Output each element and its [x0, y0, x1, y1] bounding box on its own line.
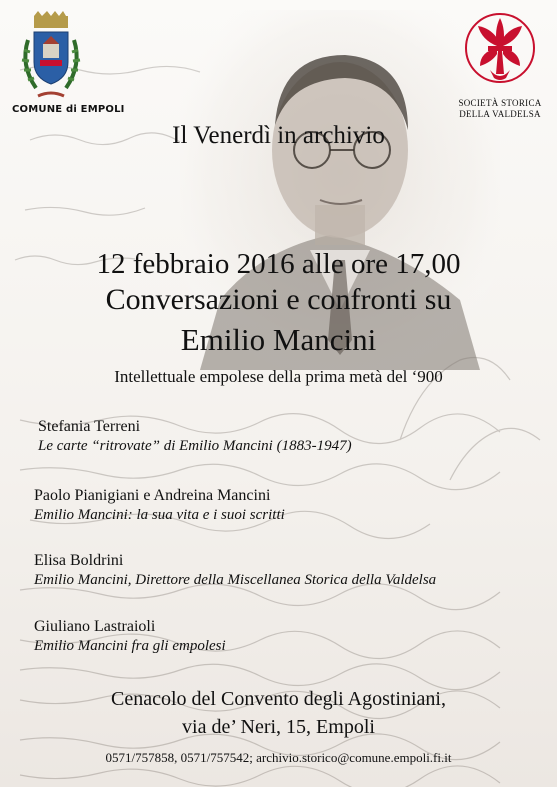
talk-item [38, 418, 352, 455]
comune-caption: COMUNE di EMPOLI [12, 104, 125, 115]
event-title-line1: Conversazioni e confronti su [105, 283, 452, 316]
talk-topic: Emilio Mancini fra gli empolesi [34, 638, 226, 654]
series-title: Il Venerdì in archivio [172, 122, 385, 149]
talk-speaker: Stefania Terreni [38, 418, 141, 435]
venue-line2: via de’ Neri, 15, Empoli [182, 716, 375, 738]
societa-storica-logo [450, 8, 550, 120]
talk-item [34, 618, 226, 655]
talk-item [34, 552, 436, 589]
talk-topic: Emilio Mancini: la sua vita e i suoi scritti [34, 507, 285, 523]
coat-of-arms-icon [16, 10, 86, 102]
talk-item [34, 487, 285, 524]
comune-empoli-logo [12, 10, 125, 122]
talk-topic: Emilio Mancini, Direttore della Miscellanea Storica della Valdelsa [34, 572, 437, 588]
venue-line1: Cenacolo del Convento degli Agostiniani, [111, 688, 446, 710]
societa-caption-line1: SOCIETÀ STORICA [458, 98, 542, 108]
contact-info: 0571/757858, 0571/757542; archivio.storico@comune.empoli.fi.it [105, 750, 452, 765]
societa-caption-line2: DELLA VALDELSA [459, 109, 541, 119]
talk-speaker: Giuliano Lastraioli [34, 618, 156, 635]
event-title-line2: Emilio Mancini [180, 322, 377, 357]
florentine-lily-icon [464, 8, 536, 92]
talk-speaker: Paolo Pianigiani e Andreina Mancini [34, 487, 271, 504]
talk-speaker: Elisa Boldrini [34, 552, 124, 569]
event-date: 12 febbraio 2016 alle ore 17,00 [96, 248, 461, 280]
event-subtitle: Intellettuale empolese della prima metà del ‘900 [114, 367, 443, 386]
talk-topic: Le carte “ritrovate” di Emilio Mancini (1883-1947) [38, 438, 352, 454]
